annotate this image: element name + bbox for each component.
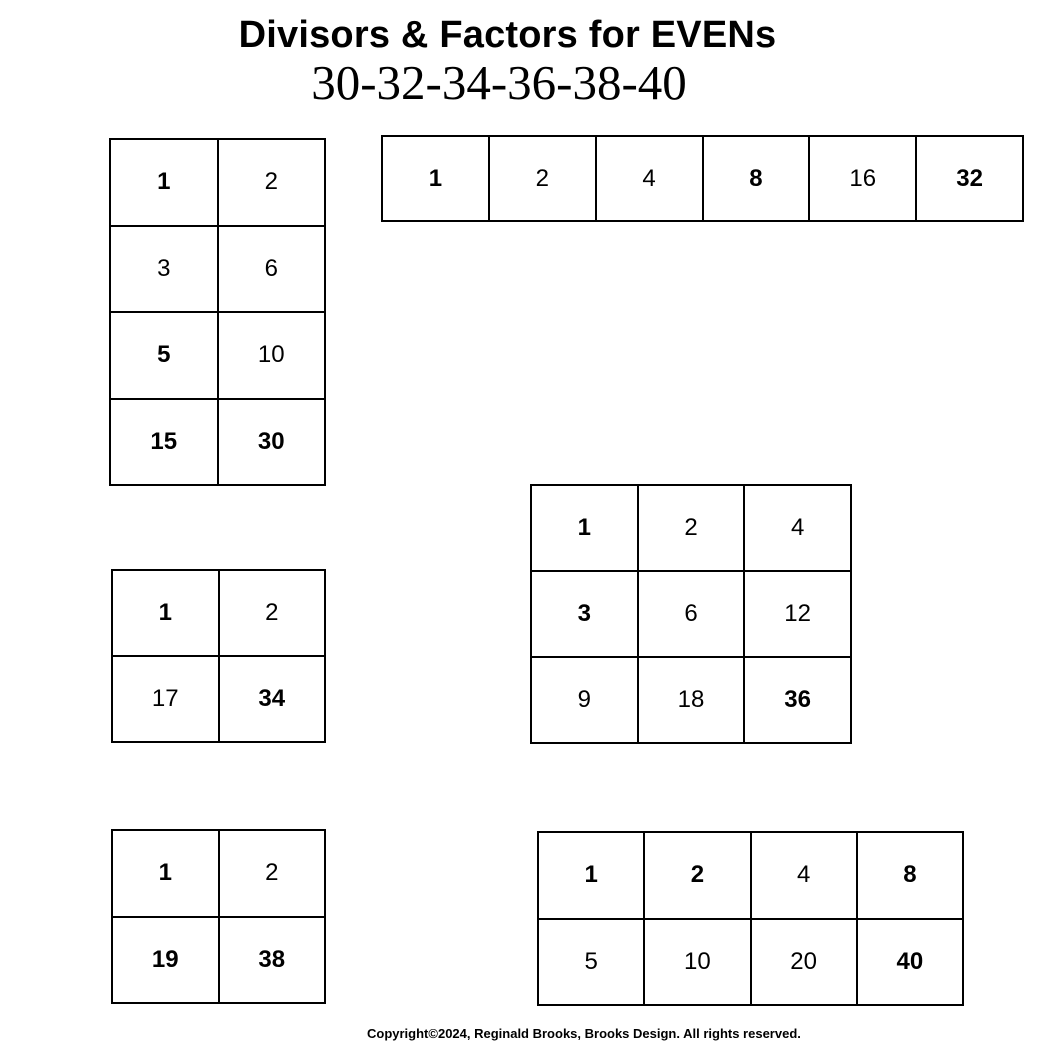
divisor-cell: 2: [220, 831, 327, 918]
divisor-cell: 32: [917, 137, 1024, 222]
page-subtitle: 30-32-34-36-38-40: [311, 55, 687, 110]
divisor-cell: 9: [532, 658, 639, 744]
divisor-cell: 20: [752, 920, 858, 1007]
divisor-grid-32: [381, 135, 1024, 222]
divisor-cell: 6: [219, 227, 327, 314]
divisor-cell: 2: [219, 140, 327, 227]
divisor-cell: 10: [645, 920, 751, 1007]
divisor-grid-36: [530, 484, 852, 744]
divisor-cell: 5: [111, 313, 219, 400]
divisor-cell: 16: [810, 137, 917, 222]
divisor-cell: 18: [639, 658, 746, 744]
divisor-cell: 1: [383, 137, 490, 222]
divisor-cell: 1: [539, 833, 645, 920]
divisor-cell: 6: [639, 572, 746, 658]
divisor-cell: 4: [597, 137, 704, 222]
divisor-cell: 3: [111, 227, 219, 314]
copyright-notice: Copyright©2024, Reginald Brooks, Brooks Design. All rights reserved.: [367, 1026, 801, 1041]
divisor-cell: 8: [704, 137, 811, 222]
divisor-cell: 3: [532, 572, 639, 658]
divisor-grid-34: [111, 569, 326, 743]
divisor-grid-30: [109, 138, 326, 486]
divisor-cell: 17: [113, 657, 220, 743]
divisor-cell: 34: [220, 657, 327, 743]
divisor-cell: 12: [745, 572, 852, 658]
divisor-cell: 1: [532, 486, 639, 572]
divisor-cell: 30: [219, 400, 327, 487]
divisor-cell: 8: [858, 833, 964, 920]
divisor-cell: 4: [745, 486, 852, 572]
divisor-grid-40: [537, 831, 964, 1006]
divisor-cell: 1: [113, 571, 220, 657]
divisor-cell: 2: [490, 137, 597, 222]
divisor-grid-38: [111, 829, 326, 1004]
divisor-cell: 1: [111, 140, 219, 227]
divisor-cell: 40: [858, 920, 964, 1007]
divisor-cell: 4: [752, 833, 858, 920]
divisor-cell: 36: [745, 658, 852, 744]
divisor-cell: 5: [539, 920, 645, 1007]
divisor-cell: 15: [111, 400, 219, 487]
divisor-cell: 10: [219, 313, 327, 400]
divisor-cell: 19: [113, 918, 220, 1005]
divisor-cell: 1: [113, 831, 220, 918]
divisor-cell: 38: [220, 918, 327, 1005]
page-title: Divisors & Factors for EVENs: [238, 14, 777, 56]
divisor-cell: 2: [220, 571, 327, 657]
divisor-cell: 2: [639, 486, 746, 572]
divisor-cell: 2: [645, 833, 751, 920]
